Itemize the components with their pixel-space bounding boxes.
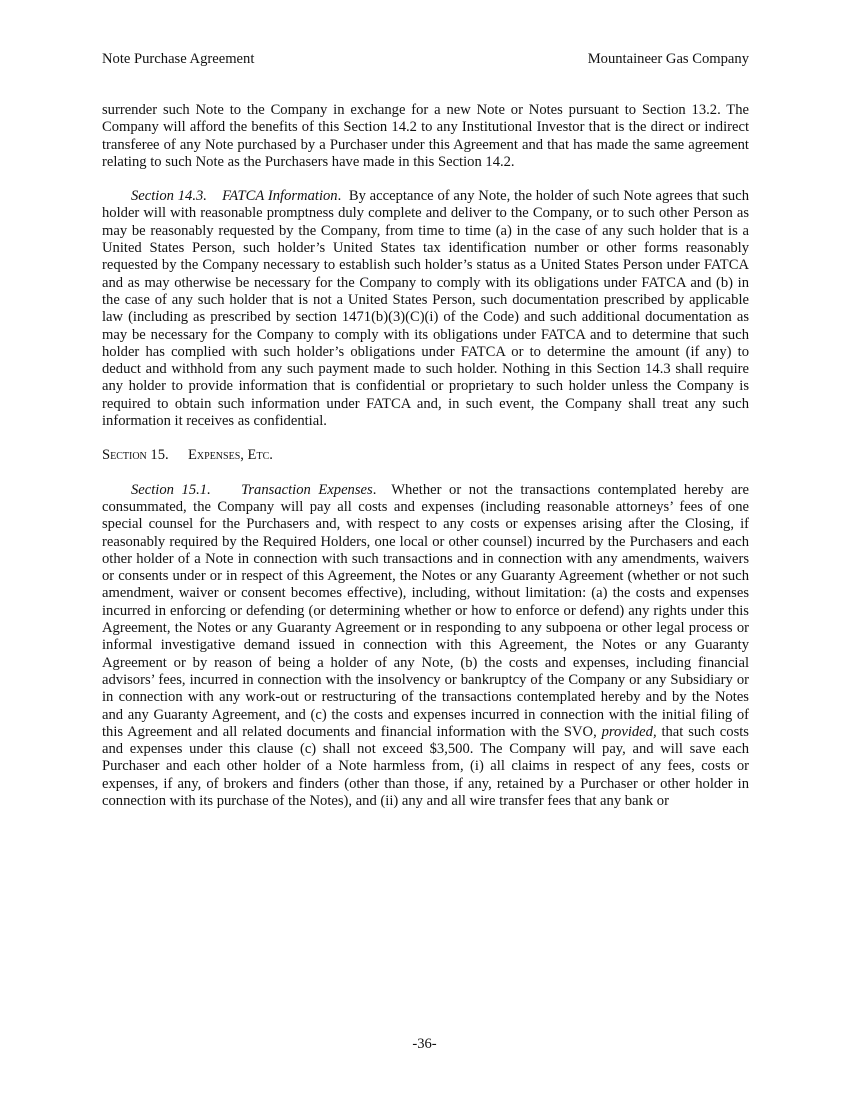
section-14-3-number: Section 14.3. — [131, 188, 207, 205]
paragraph-continuation: surrender such Note to the Company in exchange for a new Note or Notes pursuant to Section 13.2. The Company will afford the benefits of this Section 14.2 to any Institutional Investor that is the direct or indirect transferee of any Note purchased by a Purchaser under this Agreement and that has made the same agreement relating to such Note as the Purchasers have made in this Section 14.2. — [102, 102, 749, 170]
page-header — [102, 50, 749, 68]
provided-term: provided, — [601, 723, 657, 740]
header-right-title: Mountaineer Gas Company — [587, 51, 749, 67]
section-14-3-text: By acceptance of any Note, the holder of such Note agrees that such holder will with reasonable promptness duly complete and deliver to the Company, or to such other Person as may be reasonably requested by the Company, from time to time (a) in the case of any such holder that is a United States Person, such holder’s United States tax identification number or other forms reasonably requested by the Company necessary to establish such holder’s status as a United States Person under FATCA and as may otherwise be necessary for the Company to comply with its obligations under FATCA and (b) in the case of any such holder that is not a United States Person, such documentation prescribed by applicable law (including as prescribed by section 1471(b)(3)(C)(i) of the Code) and such additional documentation as may be necessary for the Company to comply with its obligations under FATCA and to determine that such holder has complied with such holder’s obligations under FATCA or to determine the amount (if any) to deduct and withhold from any such payment made to such holder. Nothing in this Section 14.3 shall require any holder to provide information that is confidential or proprietary to such holder unless the Company is required to obtain such information under FATCA and, in such event, the Company shall treat any such information it receives as confidential. — [102, 188, 749, 430]
section-15-1-text-b: that such costs and expenses under this clause (c) shall not exceed $3,500. The Company will pay, and will save each Purchaser and each other holder of a Note harmless from, (i) all claims in respect of any fees, costs or expenses, if any, of brokers and finders (other than those, if any, retained by a Purchaser or other holder in connection with its purchase of the Notes), and (ii) any and all wire transfer fees that any bank or — [102, 723, 749, 809]
section-15-heading — [102, 447, 749, 464]
section-14-3-title: FATCA Information — [222, 188, 338, 205]
section-15-number: Section 15. — [102, 447, 169, 464]
page-number: -36- — [412, 1036, 437, 1052]
section-14-3-paragraph: Section 14.3. FATCA Information. By acceptance of any Note, the holder of such Note agrees that such holder will with reasonable promptness duly complete and deliver to the Company, or to such other Person as may be reasonably requested by the Company, from time to time (a) in the case of any such holder that is a United States Person, such holder’s United States tax identification number or other forms reasonably requested by the Company necessary to establish such holder’s status as a United States Person under FATCA and as may otherwise be necessary for the Company to comply with its obligations under FATCA and (b) in the case of any such holder that is not a United States Person, such documentation prescribed by applicable law (including as prescribed by section 1471(b)(3)(C)(i) of the Code) and such additional documentation as may be necessary for the Company to comply with its obligations under FATCA and to determine that such holder has complied with such holder’s obligations under FATCA or to determine the amount (if any) to deduct and withhold from any such payment made to such holder. Nothing in this Section 14.3 shall require any holder to provide information that is confidential or proprietary to such holder unless the Company is required to obtain such information under FATCA and, in such event, the Company shall treat any such information it receives as confidential. — [102, 188, 749, 430]
section-15-1-title: Transaction Expenses — [241, 481, 373, 498]
document-body — [102, 102, 749, 810]
header-left-title: Note Purchase Agreement — [102, 51, 255, 67]
section-15-1-paragraph: Section 15.1. Transaction Expenses. Whether or not the transactions contemplated hereby are consummated, the Company will pay all costs and expenses (including reasonable attorneys’ fees of one special counsel for the Purchasers and, with respect to any costs or expenses arising after the Closing, if reasonably required by the Required Holders, one local or other counsel) incurred by the Purchasers and each other holder of a Note in connection with such transactions and in connection with any amendments, waivers or consents under or in respect of this Agreement, the Notes or any Guaranty Agreement (whether or not such amendment, waiver or consent becomes effective), including, without limitation: (a) the costs and expenses incurred in enforcing or defending (or determining whether or how to enforce or defend) any rights under this Agreement, the Notes or any Guaranty Agreement or in responding to any subpoena or other legal process or informal investigative demand issued in connection with this Agreement, the Notes or any Guaranty Agreement or by reason of being a holder of any Note, (b) the costs and expenses, including financial advisors’ fees, incurred in connection with the insolvency or bankruptcy of the Company or any Subsidiary or in connection with any work-out or restructuring of the transactions contemplated hereby and by the Notes and any Guaranty Agreement, and (c) the costs and expenses incurred in connection with the initial filing of this Agreement and all related documents and financial information with the SVO, provided, that such costs and expenses under this clause (c) shall not exceed $3,500. The Company will pay, and will save each Purchaser and each other holder of a Note harmless from, (i) all claims in respect of any fees, costs or expenses, if any, of brokers and finders (other than those, if any, retained by a Purchaser or other holder in connection with its purchase of the Notes), and (ii) any and all wire transfer fees that any bank or — [102, 481, 750, 809]
section-15-1-number: Section 15.1. — [131, 481, 211, 498]
section-15-1-text-a: Whether or not the transactions contemplated hereby are consummated, the Company will pay all costs and expenses (including reasonable attorneys’ fees of one special counsel for the Purchasers and, with respect to any costs or expenses arising after the Closing, if reasonably required by the Required Holders, one local or other counsel) incurred by the Purchasers and each other holder of a Note in connection with such transactions and in connection with any amendments, waivers or consents under or in respect of this Agreement, the Notes or any Guaranty Agreement (whether or not such amendment, waiver or consent becomes effective), including, without limitation: (a) the costs and expenses incurred in enforcing or defending (or determining whether or how to enforce or defend) any rights under this Agreement, the Notes or any Guaranty Agreement or in responding to any subpoena or other legal process or informal investigative demand issued in connection with this Agreement, the Notes or any Guaranty Agreement or by reason of being a holder of any Note, (b) the costs and expenses, including financial advisors’ fees, incurred in connection with the insolvency or bankruptcy of the Company or any Subsidiary or in connection with any work-out or restructuring of the transactions contemplated hereby and by the Notes and any Guaranty Agreement, and (c) the costs and expenses incurred in connection with the initial filing of this Agreement and all related documents and financial information with the SVO, — [102, 481, 750, 740]
section-15-title: Expenses, Etc. — [188, 447, 273, 464]
